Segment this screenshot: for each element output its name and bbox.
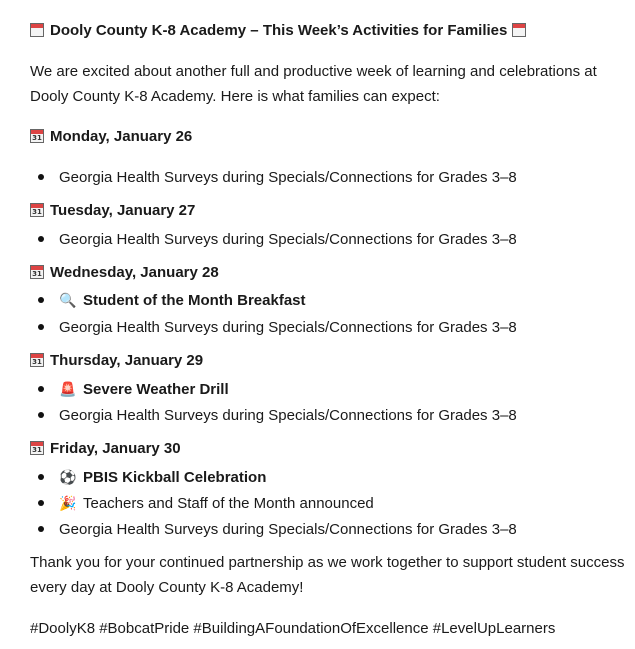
calendar-icon	[30, 23, 44, 37]
hashtags[interactable]: #DoolyK8 #BobcatPride #BuildingAFoundationOfExcellence #LevelUpLearners	[30, 620, 556, 637]
list-item: Georgia Health Surveys during Specials/Connections for Grades 3–8	[38, 406, 517, 426]
closing-line: Thank you for your continued partnership as we work together to support student success	[30, 554, 625, 571]
party-popper-icon: 🎉	[59, 496, 77, 512]
intro-line: Dooly County K-8 Academy. Here is what families can expect:	[30, 88, 440, 105]
magnifier-icon: 🔍	[59, 293, 77, 309]
list-item: 🚨 Severe Weather Drill	[38, 380, 229, 400]
list-item: Georgia Health Surveys during Specials/Connections for Grades 3–8	[38, 520, 517, 540]
intro-line: We are excited about another full and productive week of learning and celebrations at	[30, 63, 597, 80]
day-heading: 31 Thursday, January 29	[30, 351, 203, 371]
list-item: Georgia Health Surveys during Specials/Connections for Grades 3–8	[38, 230, 517, 250]
post-title	[30, 21, 532, 41]
day-heading: 31 Friday, January 30	[30, 439, 181, 459]
day-heading: 31 Monday, January 26	[30, 127, 192, 147]
list-item: 🔍 Student of the Month Breakfast	[38, 291, 306, 311]
calendar-icon	[512, 23, 526, 37]
list-item: ⚽ PBIS Kickball Celebration	[38, 468, 266, 488]
list-item: 🎉 Teachers and Staff of the Month announced	[38, 494, 374, 514]
calendar-icon: 31	[30, 441, 44, 455]
day-heading: 31 Tuesday, January 27	[30, 201, 195, 221]
soccer-ball-icon: ⚽	[59, 470, 77, 486]
calendar-icon: 31	[30, 265, 44, 279]
list-item: Georgia Health Surveys during Specials/Connections for Grades 3–8	[38, 168, 517, 188]
title-text: Dooly County K-8 Academy – This Week’s Activities for Families	[50, 22, 508, 39]
calendar-icon: 31	[30, 203, 44, 217]
siren-icon: 🚨	[59, 382, 77, 398]
day-heading: 31 Wednesday, January 28	[30, 263, 219, 283]
calendar-icon: 31	[30, 129, 44, 143]
list-item: Georgia Health Surveys during Specials/Connections for Grades 3–8	[38, 318, 517, 338]
calendar-icon: 31	[30, 353, 44, 367]
closing-line: every day at Dooly County K-8 Academy!	[30, 579, 304, 596]
